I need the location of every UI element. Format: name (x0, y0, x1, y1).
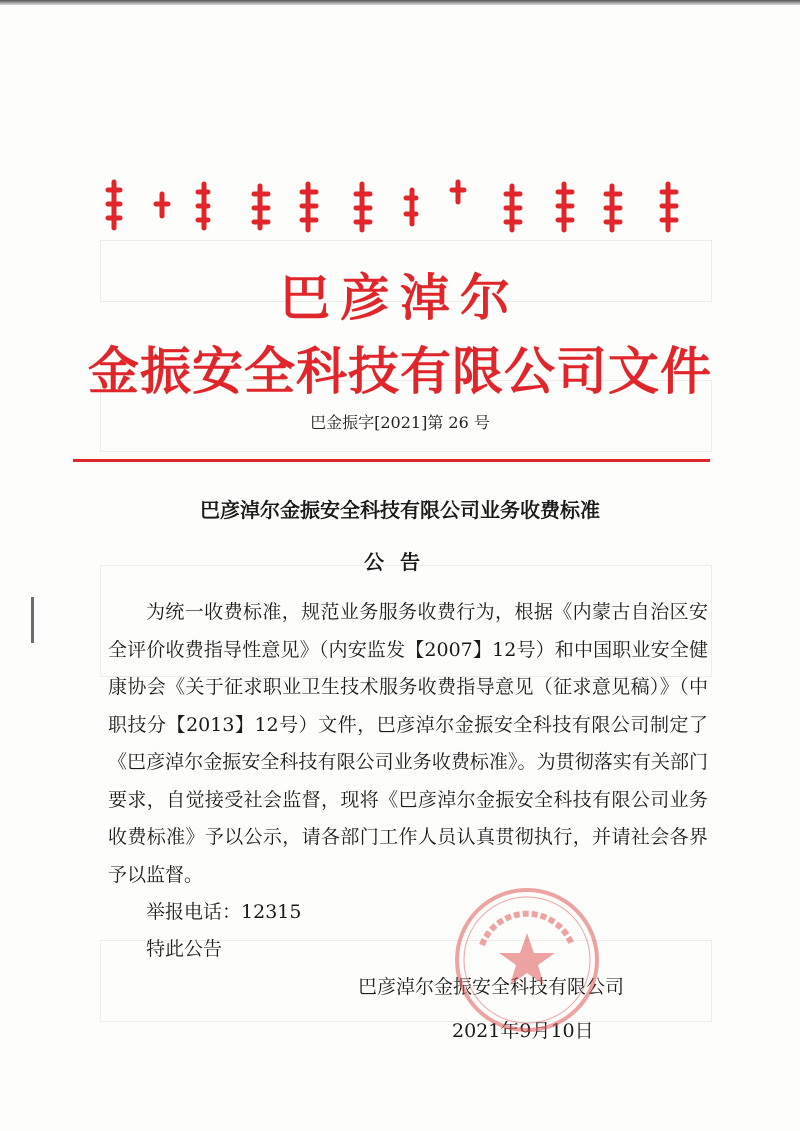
header-company-line2: 金振安全科技有限公司文件 (87, 343, 712, 402)
hotline-line (146, 897, 301, 924)
document-title: 巴彦淖尔金振安全科技有限公司业务收费标准 (200, 498, 600, 522)
header-company-line1: 巴彦淖尔 (280, 269, 520, 327)
document-subtitle: 公告 (364, 550, 436, 574)
closing-remark: 特此公告 (146, 938, 223, 960)
issue-date: 2021年9月10日 (452, 1020, 594, 1042)
document-number: 巴金振字[2021]第 26 号 (310, 413, 490, 432)
mongolian-header-script (100, 176, 700, 238)
company-seal-stamp (452, 885, 602, 1035)
announcement-body: 为统一收费标准，规范业务服务收费行为，根据《内蒙古自治区安全评价收费指导性意见》（内安监发【2007】12号）和中国职业安全健康协会《关于征求职业卫生技术服务收费指导意见（征求意见稿）》（中职技分【2013】12号）文件，巴彦淖尔金振安全科技有限公司制定了《巴彦淖尔金振安全科技有限公司业务收费标准》。为贯彻落实有关部门要求，自觉接受社会监督，现将《巴彦淖尔金振安全科技有限公司业务收费标准》予以公示，请各部门工作人员认真贯彻执行，并请社会各界予以监督。 (108, 601, 708, 886)
header-red-rule (73, 459, 710, 462)
scan-binding-mark (31, 597, 34, 643)
scan-top-edge (0, 0, 800, 5)
issuer-name: 巴彦淖尔金振安全科技有限公司 (358, 976, 625, 998)
hotline-number: 12315 (241, 901, 302, 923)
hotline-label: 举报电话： (146, 901, 242, 923)
mongolian-script-graphic (100, 176, 700, 238)
